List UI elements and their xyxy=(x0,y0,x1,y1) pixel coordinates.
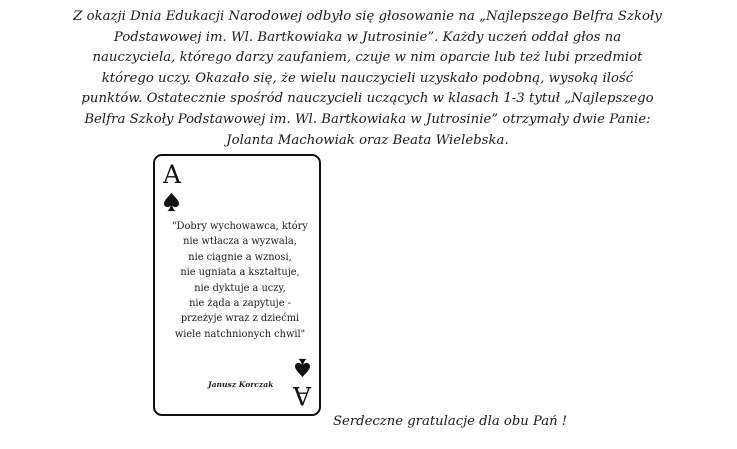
spade-icon xyxy=(294,358,311,378)
intro-line: nauczyciela, którego darzy zaufaniem, czuje w nim oparcie lub też lubi przedmiot xyxy=(92,50,643,66)
intro-text xyxy=(40,7,695,151)
quote-line: nie wtłacza a wyzwala, xyxy=(183,236,297,248)
quote-line: wiele natchnionych chwil" xyxy=(174,328,306,340)
intro-line: którego uczy. Okazało się, że wielu nauczycieli uzyskało podobną, wysoką ilość xyxy=(101,70,634,86)
intro-line: Jolanta Machowiak oraz Beata Wielebska. xyxy=(226,132,509,148)
card-rank-bottom: A xyxy=(292,381,311,410)
intro-line: Belfra Szkoły Podstawowej im. Wl. Bartkowiaka w Jutrosinie” otrzymały dwie Panie: xyxy=(84,111,651,127)
congratulations-text: Serdeczne gratulacje dla obu Pań ! xyxy=(333,414,568,429)
quote-line: nie dyktuje a uczy, xyxy=(194,282,286,294)
quote-author: Janusz Korczak xyxy=(208,380,274,389)
card-rank-top: A xyxy=(163,160,182,189)
intro-line: Podstawowej im. Wl. Bartkowiaka w Jutrosinie”. Każdy uczeń oddał głos na xyxy=(113,29,622,45)
quote-line: nie ciągnie a wznosi, xyxy=(188,251,292,263)
intro-line: Z okazji Dnia Edukacji Narodowej odbyło się głosowanie na „Najlepszego Belfra Szkoły xyxy=(73,9,662,24)
quote-line: nie żąda a zapytuje - xyxy=(189,298,291,310)
ace-of-spades-card xyxy=(153,154,321,416)
quote-line: nie ugniata a kształtuje, xyxy=(180,267,300,279)
intro-line: punktów. Ostatecznie spośród nauczycieli uczących w klasach 1-3 tytuł „Najlepszego xyxy=(81,91,654,107)
spade-icon xyxy=(163,192,180,212)
korczak-quote xyxy=(165,219,315,342)
quote-line: przeżyje wraz z dziećmi xyxy=(180,313,300,325)
quote-line: "Dobry wychowawca, który xyxy=(172,221,308,232)
